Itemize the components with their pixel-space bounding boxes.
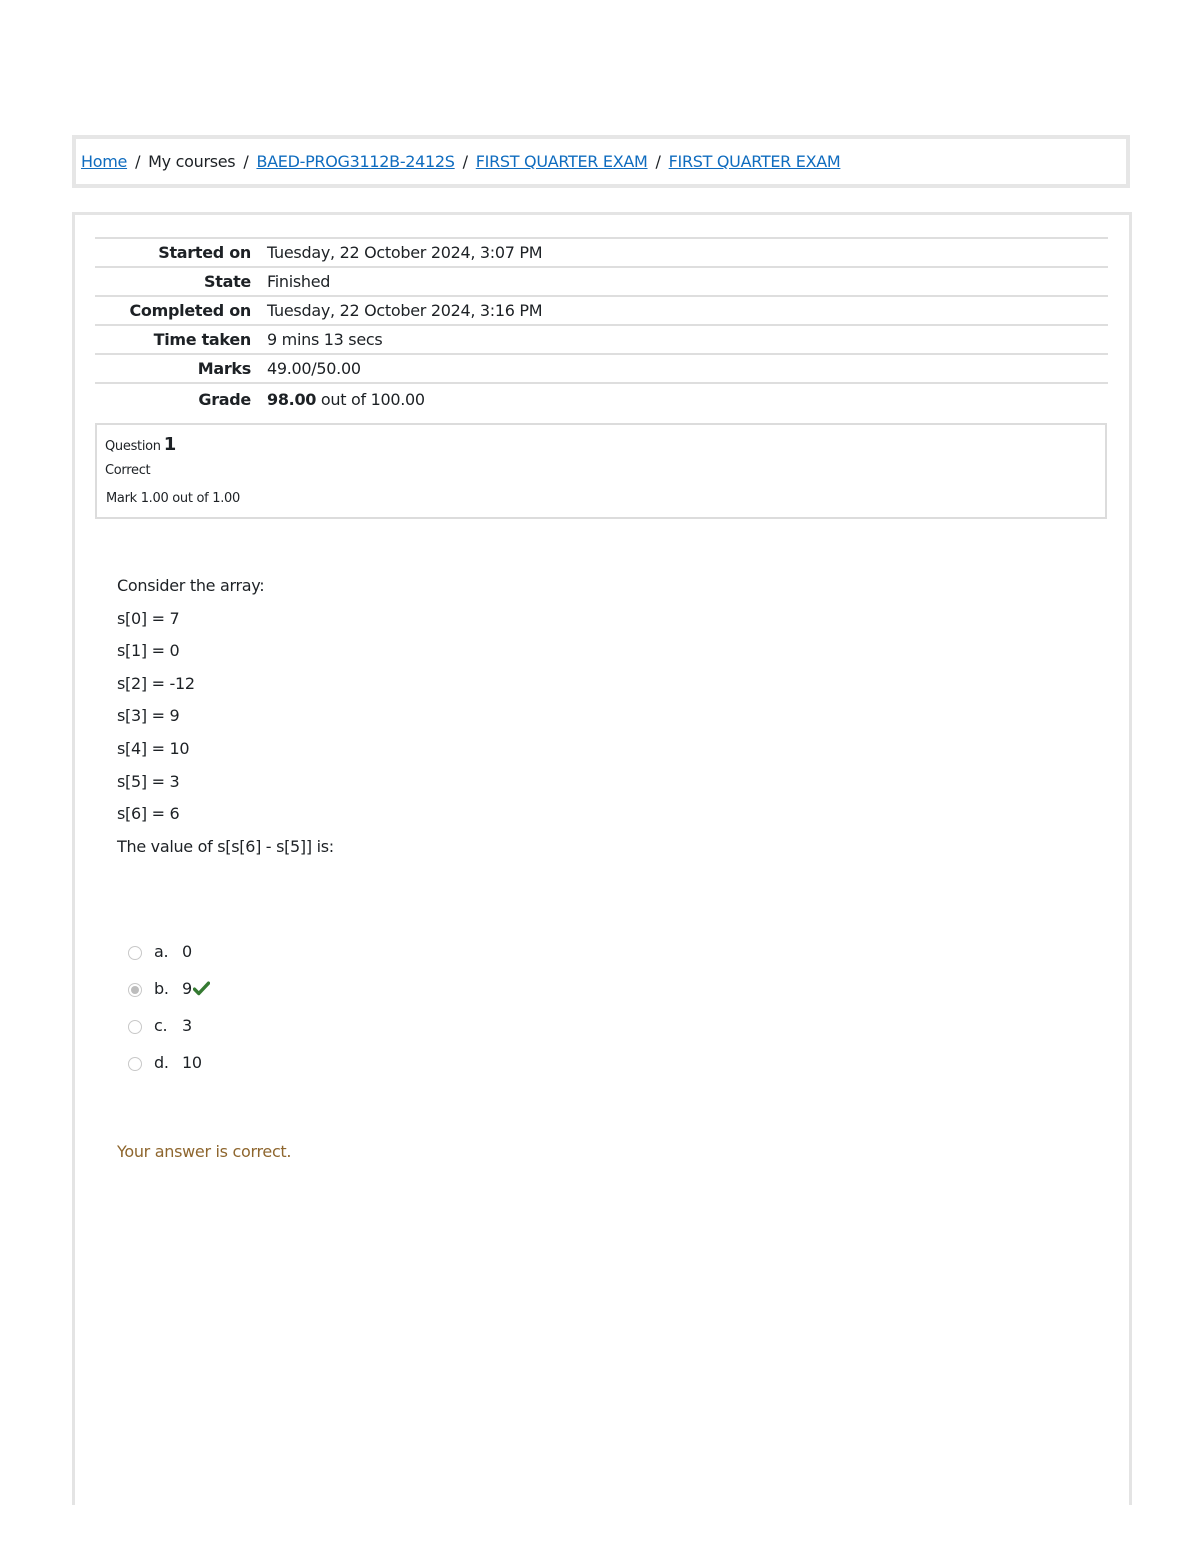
question-mark: Mark 1.00 out of 1.00 <box>106 491 240 506</box>
breadcrumb-separator: / <box>135 152 141 171</box>
answer-value-wrap <box>182 978 210 1000</box>
answer-letter: b. <box>154 979 169 998</box>
breadcrumb-my-courses: My courses <box>148 152 236 171</box>
grade-value: 98.00 <box>267 390 317 409</box>
summary-row-completed <box>95 296 1108 325</box>
breadcrumb-container <box>72 135 1130 188</box>
question-text <box>117 570 334 863</box>
question-text-line: The value of s[s[6] - s[5]] is: <box>117 836 334 856</box>
answer-radio-b[interactable] <box>128 983 142 997</box>
question-text-line: s[1] = 0 <box>117 641 180 661</box>
answer-value: 10 <box>182 1053 202 1072</box>
summary-row-marks <box>95 354 1108 383</box>
breadcrumb-separator: / <box>462 152 468 171</box>
answer-letter: a. <box>154 942 169 961</box>
breadcrumb <box>81 152 840 172</box>
answer-radio-c[interactable] <box>128 1020 142 1034</box>
breadcrumb-course-link[interactable]: BAED-PROG3112B-2412S <box>256 152 455 171</box>
time-taken-label: Time taken <box>153 330 251 349</box>
question-label: Question <box>105 439 161 454</box>
question-text-line: s[2] = -12 <box>117 673 195 693</box>
started-on-value: Tuesday, 22 October 2024, 3:07 PM <box>267 243 543 262</box>
summary-row-started <box>95 238 1108 267</box>
answer-feedback: Your answer is correct. <box>117 1142 292 1161</box>
question-number-value: 1 <box>163 434 176 455</box>
answer-value: 0 <box>182 942 192 961</box>
summary-row-grade <box>95 383 1108 415</box>
grade-suffix: out of 100.00 <box>320 390 425 409</box>
question-text-line: s[4] = 10 <box>117 738 190 758</box>
marks-value: 49.00/50.00 <box>267 359 361 378</box>
question-text-line: s[6] = 6 <box>117 804 180 824</box>
question-text-line: s[3] = 9 <box>117 706 180 726</box>
breadcrumb-separator: / <box>655 152 661 171</box>
question-number <box>105 435 176 457</box>
summary-row-time-taken <box>95 325 1108 354</box>
breadcrumb-separator: / <box>243 152 249 171</box>
answer-value: 9 <box>182 979 192 998</box>
answer-letter: c. <box>154 1016 168 1035</box>
question-text-line: Consider the array: <box>117 576 265 595</box>
breadcrumb-quiz-link[interactable]: FIRST QUARTER EXAM <box>668 152 841 171</box>
breadcrumb-home-link[interactable]: Home <box>81 152 128 171</box>
completed-on-value: Tuesday, 22 October 2024, 3:16 PM <box>267 301 543 320</box>
answer-value: 3 <box>182 1016 192 1035</box>
summary-row-state <box>95 267 1108 296</box>
state-label: State <box>204 272 251 291</box>
grade-cell <box>267 383 1108 415</box>
state-value: Finished <box>267 272 331 291</box>
answer-radio-a[interactable] <box>128 946 142 960</box>
breadcrumb-section-link[interactable]: FIRST QUARTER EXAM <box>475 152 648 171</box>
question-text-line: s[5] = 3 <box>117 771 180 791</box>
answer-letter: d. <box>154 1053 169 1072</box>
started-on-label: Started on <box>158 243 251 262</box>
marks-label: Marks <box>197 359 251 378</box>
grade-label: Grade <box>198 390 251 409</box>
answer-radio-d[interactable] <box>128 1057 142 1071</box>
completed-on-label: Completed on <box>129 301 251 320</box>
question-text-line: s[0] = 7 <box>117 608 180 628</box>
check-icon <box>193 981 210 996</box>
question-info-box <box>95 423 1107 519</box>
quiz-review-panel <box>72 212 1132 1505</box>
question-state: Correct <box>105 463 151 478</box>
attempt-summary-table <box>95 237 1108 415</box>
time-taken-value: 9 mins 13 secs <box>267 330 383 349</box>
